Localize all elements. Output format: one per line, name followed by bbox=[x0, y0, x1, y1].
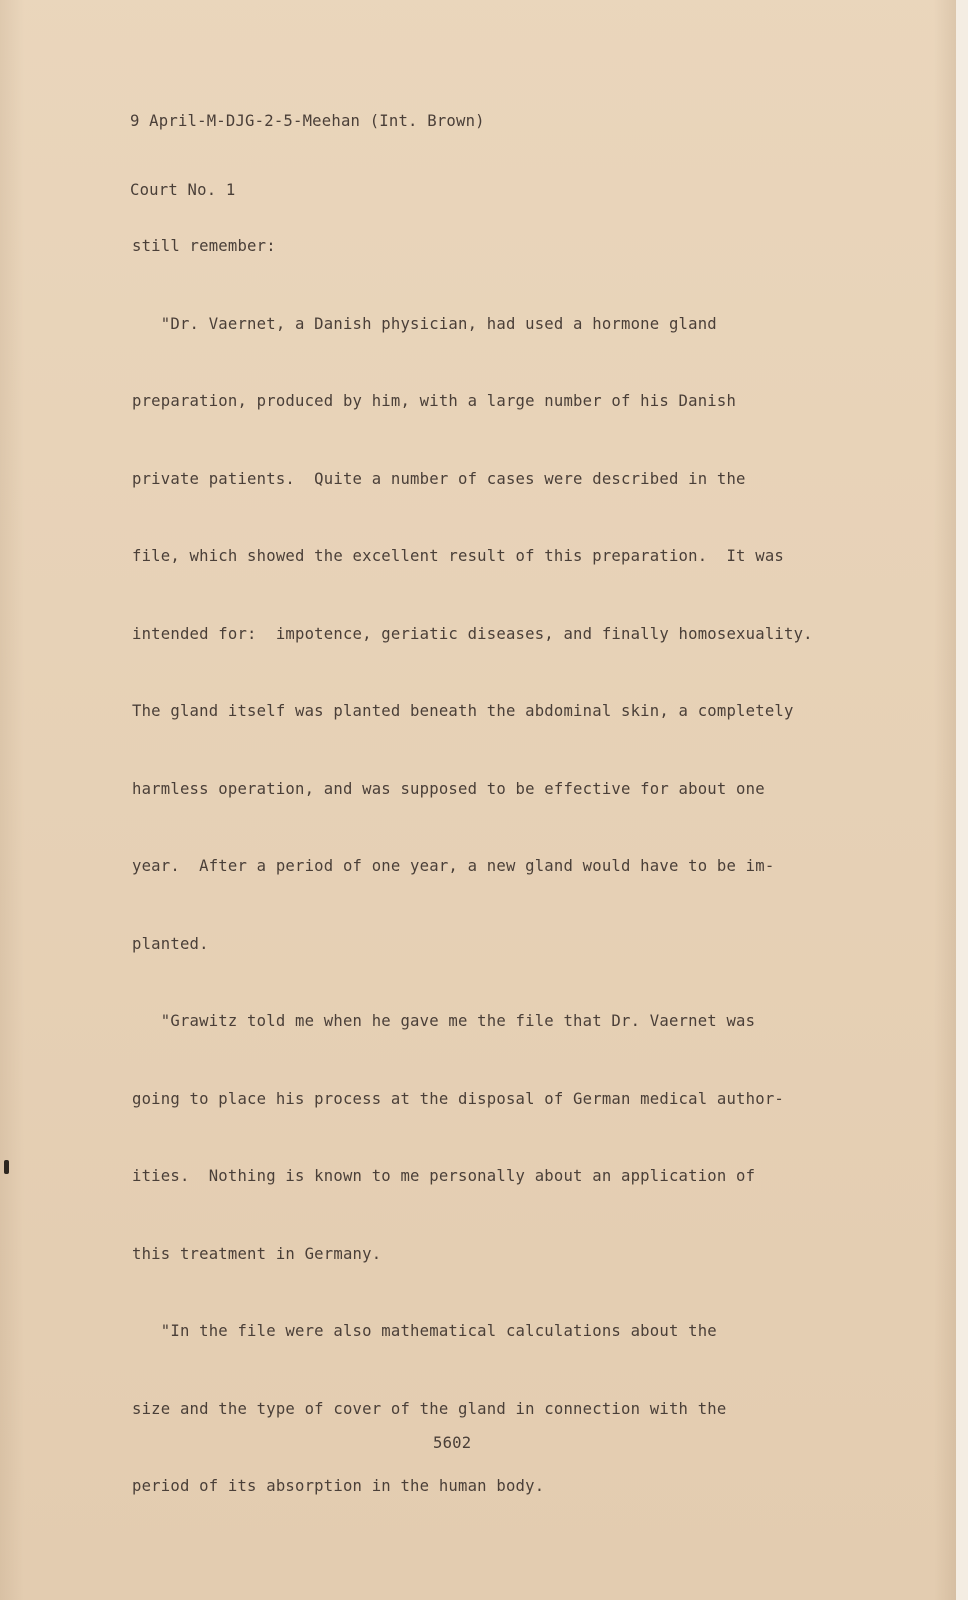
body-line: intended for: impotence, geriatic diseases, and finally homosexuality. bbox=[132, 624, 813, 643]
binding-mark bbox=[4, 1160, 9, 1174]
body-line: this treatment in Germany. bbox=[132, 1244, 382, 1263]
body-line: private patients. Quite a number of cases were described in the bbox=[132, 469, 746, 488]
page-number: 5602 bbox=[433, 1434, 472, 1452]
body-line: period of its absorption in the human body. bbox=[132, 1477, 545, 1495]
body-line: going to place his process at the disposal of German medical author- bbox=[132, 1089, 784, 1108]
transcript-body bbox=[132, 198, 813, 1552]
body-line: "Grawitz told me when he gave me the file that Dr. Vaernet was bbox=[132, 1012, 756, 1030]
scan-edge bbox=[956, 0, 968, 1600]
header-reference-line: 9 April-M-DJG-2-5-Meehan (Int. Brown) bbox=[130, 112, 485, 130]
header-court-line: Court No. 1 bbox=[130, 181, 236, 199]
body-line: "Dr. Vaernet, a Danish physician, had used a hormone gland bbox=[132, 314, 717, 333]
body-line: ities. Nothing is known to me personally about an application of bbox=[132, 1167, 756, 1185]
body-line: size and the type of cover of the gland in connection with the bbox=[132, 1399, 727, 1418]
body-line: file, which showed the excellent result of this preparation. It was bbox=[132, 547, 784, 565]
body-line: harmless operation, and was supposed to be effective for about one bbox=[132, 779, 765, 798]
body-line: planted. bbox=[132, 934, 209, 953]
body-line: still remember: bbox=[132, 237, 276, 255]
body-line: "In the file were also mathematical calculations about the bbox=[132, 1322, 717, 1340]
body-line: preparation, produced by him, with a large number of his Danish bbox=[132, 392, 737, 410]
body-line: The gland itself was planted beneath the abdominal skin, a completely bbox=[132, 702, 794, 720]
body-line: year. After a period of one year, a new gland would have to be im- bbox=[132, 857, 775, 875]
